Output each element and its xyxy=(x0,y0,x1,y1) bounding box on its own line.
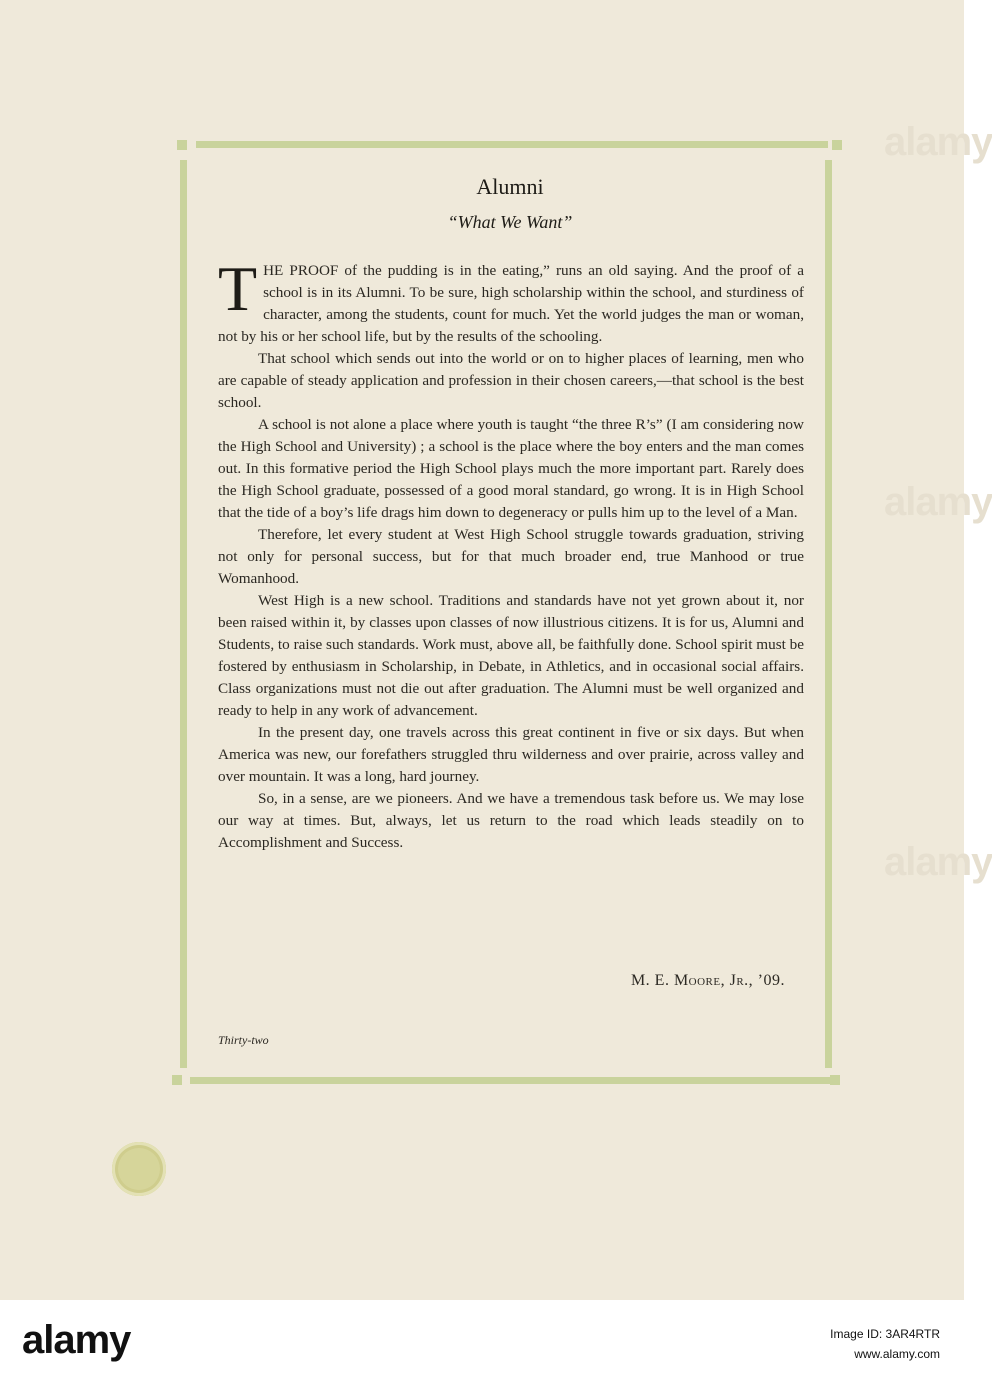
paragraph-text: of the pudding is in the eating,” runs an old saying. And the proof of a school is in its Alumni. To be sure, high scholarship within the school, and sturdiness of character, among the students, count for much. Yet the world judges the man or woman, not by his or her school life, but by the results of the schooling. xyxy=(218,262,804,345)
author-signature: M. E. Moore, Jr., ’09. xyxy=(630,972,785,989)
image-id: Image ID: 3AR4RTR xyxy=(830,1327,940,1341)
drop-cap: T xyxy=(218,253,258,324)
frame-right xyxy=(825,160,832,1068)
brand-logo: alamy xyxy=(22,1318,131,1362)
paragraph: West High is a new school. Traditions and standards have not yet grown about it, nor been raised within it, by classes upon classes of now illustrious citizens. It is for us, Alumni and Students, to raise such standards. Work must, above all, be faithfully done. School spirit must be fostered by enthusiasm in Scholarship, in Debate, in Athletics, and in occasional social affairs. Class organizations must not die out after graduation. The Alumni must be well organized and ready to help in any work of advancement. xyxy=(218,592,804,719)
watermark-footer xyxy=(0,1300,964,1390)
page-subtitle: “What We Want” xyxy=(447,212,573,232)
image-info xyxy=(830,1324,940,1364)
site-url: www.alamy.com xyxy=(854,1347,940,1361)
paragraph: So, in a sense, are we pioneers. And we have a tremendous task before us. We may lose our way at times. But, always, let us return to the road which leads steadily on to Accomplishment and Success. xyxy=(218,790,804,851)
paragraph xyxy=(218,253,804,348)
watermark-mark: alamy xyxy=(884,120,992,164)
frame-corner xyxy=(832,140,842,150)
lead-in: HE PROOF xyxy=(263,262,339,279)
watermark-mark: alamy xyxy=(884,840,992,884)
frame-corner xyxy=(172,1075,182,1085)
paragraph: In the present day, one travels across this great continent in five or six days. But when America was new, our forefathers struggled thru wilderness and over prairie, across valley and over mountain. It was a long, hard journey. xyxy=(218,724,804,785)
page-title: Alumni xyxy=(476,174,544,199)
frame-top xyxy=(196,141,828,148)
frame-corner xyxy=(830,1075,840,1085)
frame-corner xyxy=(177,140,187,150)
frame-left xyxy=(180,160,187,1068)
paragraph: A school is not alone a place where youth is taught “the three R’s” (I am considering now the High School and University) ; a school is the place where the boy enters and the man comes out. In this formative period the High School plays much the more important part. Rarely does the High School graduate, possessed of a good moral standard, go wrong. It is in High School that the tide of a boy’s life drags him down to degeneracy or pulls him up to the level of a Man. xyxy=(218,416,804,521)
page-number: Thirty-two xyxy=(218,1033,269,1047)
embossed-seal-icon xyxy=(112,1142,166,1196)
paragraph: Therefore, let every student at West High School struggle towards graduation, striving not only for personal success, but for that much broader end, true Manhood or true Womanhood. xyxy=(218,526,804,587)
watermark-mark: alamy xyxy=(884,480,992,524)
paragraph: That school which sends out into the world or on to higher places of learning, men who are capable of steady application and profession in their chosen careers,—that school is the best school. xyxy=(218,350,804,411)
article-body xyxy=(218,253,804,854)
frame-bottom xyxy=(190,1077,830,1084)
